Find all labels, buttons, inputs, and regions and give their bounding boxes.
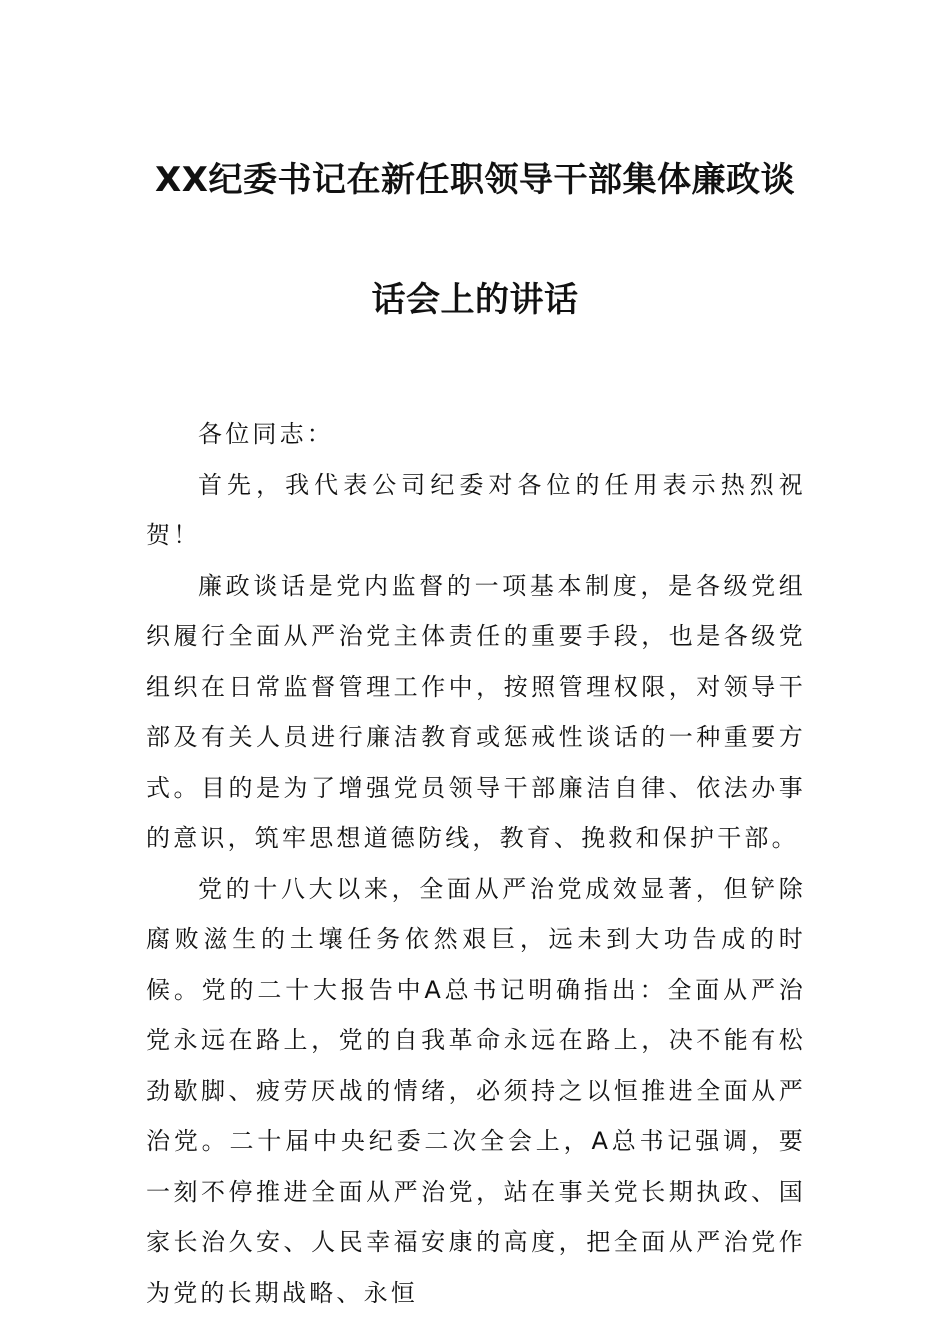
document-title-line-2: 话会上的讲话 — [371, 280, 579, 320]
document-body — [146, 409, 806, 1318]
salutation-paragraph: 各位同志： — [198, 420, 334, 448]
body-paragraph-party-discipline: 党的十八大以来，全面从严治党成效显著，但铲除腐败滋生的土壤任务依然艰巨，远未到大功告成的时候。党的二十大报告中A总书记明确指出：全面从严治党永远在路上，党的自我革命永远在路上，决不能有松劲歇脚、疲劳厌战的情绪，必须持之以恒推进全面从严治党。二十届中央纪委二次全会上，A总书记强调，要一刻不停推进全面从严治党，站在事关党长期执政、国家长治久安、人民幸福安康的高度，把全面从严治党作为党的长期战略、永恒 — [146, 874, 806, 1307]
body-paragraph-integrity-talk: 廉政谈话是党内监督的一项基本制度，是各级党组织履行全面从严治党主体责任的重要手段，也是各级党组织在日常监督管理工作中，按照管理权限，对领导干部及有关人员进行廉洁教育或惩戒性谈话的一种重要方式。目的是为了增强党员领导干部廉洁自律、依法办事的意识，筑牢思想道德防线，教育、挽救和保护干部。 — [146, 571, 806, 852]
congratulation-paragraph: 首先，我代表公司纪委对各位的任用表示热烈祝贺！ — [146, 470, 806, 549]
document-title-line-1: XX纪委书记在新任职领导干部集体廉政谈 — [155, 160, 795, 200]
